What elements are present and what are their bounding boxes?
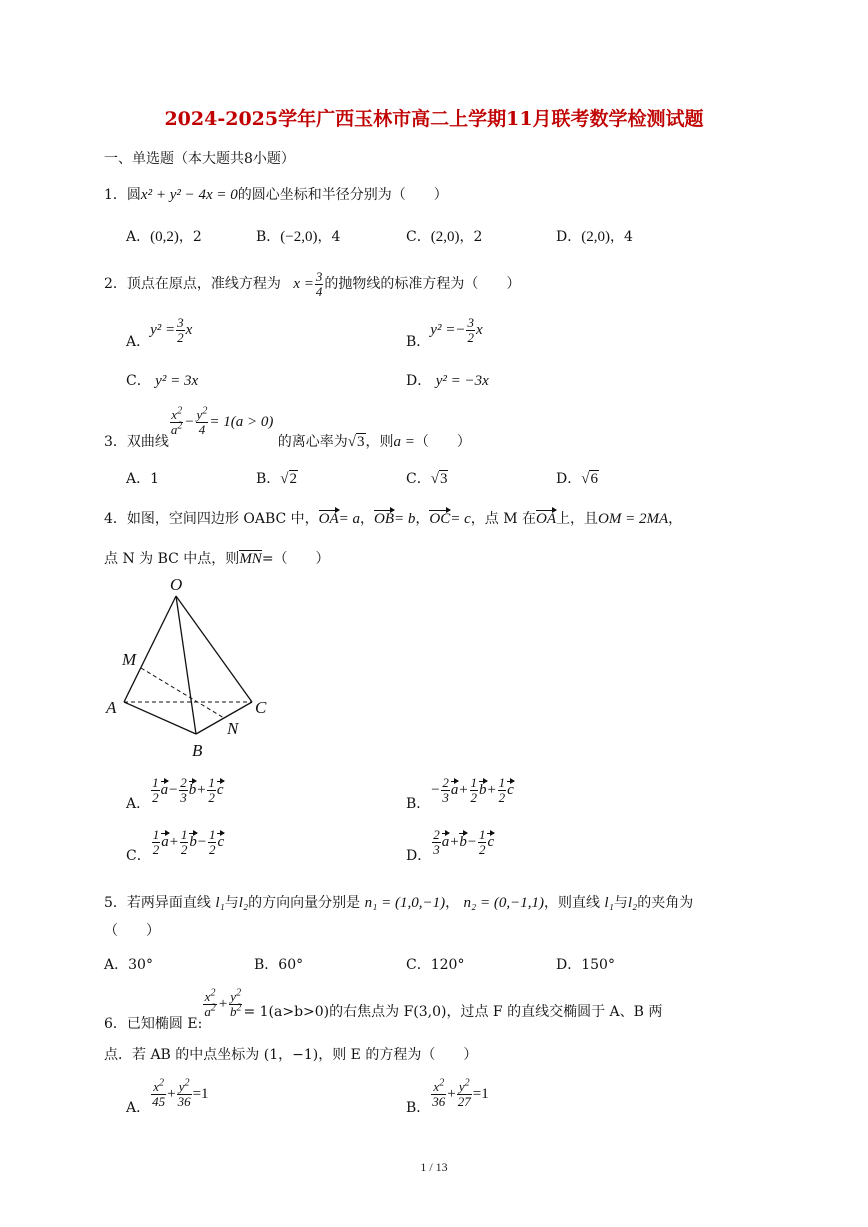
sqrt: √3: [430, 471, 448, 487]
option-label: A．: [126, 334, 151, 351]
sqrt: √2: [280, 471, 298, 487]
fraction: $\frac{3}{2}$: [467, 315, 474, 345]
option-value: y² = −3x: [435, 373, 489, 389]
option-value: 150°: [581, 957, 615, 973]
option-value: ，2: [459, 229, 483, 245]
question-1: [104, 184, 448, 204]
fraction: $\frac{y^2}{4}$: [196, 405, 208, 437]
option-label: B．: [256, 471, 281, 487]
option-label: B．: [406, 1100, 431, 1117]
option-label: D．: [556, 957, 582, 973]
question-text: 与: [613, 895, 628, 911]
section-heading: 一、单选题（本大题共8小题）: [104, 151, 295, 167]
fraction: $\frac{3}{4}$: [315, 269, 323, 299]
variable: x: [185, 322, 193, 339]
label-O: O: [170, 575, 183, 594]
option-value: 1: [150, 471, 160, 487]
question-text: 上，且: [556, 511, 599, 527]
sqrt: √3: [347, 434, 365, 451]
variable: l₂: [627, 895, 638, 911]
q4-option-c: C． $\frac{1}{2}$ a+ $\frac{1}{2}$ b− $\frac{1}{2}$ c: [126, 827, 225, 865]
sign: −: [455, 322, 466, 339]
question-number: 3．: [104, 434, 127, 451]
question-text: （ ）: [414, 434, 471, 451]
page-title: 2024-2025学年广西玉林市高二上学期11月联考数学检测试题: [164, 108, 704, 130]
q2-option-a: [126, 315, 193, 351]
fraction: $\frac{3}{2}$: [177, 315, 184, 345]
question-number: 1．: [104, 187, 127, 203]
question-6-line2: 点．若 AB 的中点坐标为 (1，−1)，则 E 的方程为（ ）: [104, 1047, 478, 1063]
q5-option-c: [406, 954, 464, 974]
label-N: N: [227, 719, 239, 738]
q4-option-d: D． $\frac{2}{3}$ a+b− $\frac{1}{2}$ c: [406, 827, 495, 865]
question-4-line2: [104, 548, 330, 568]
variable: l₂: [238, 895, 249, 911]
question-text: = 1(a>b>0)的右焦点为 F(3,0)，过点 F 的直线交椭圆于 A、B 两: [243, 1004, 663, 1021]
q6-option-b: B． $\frac{x^2}{36}$ + $\frac{y^2}{27}$ =1: [406, 1077, 489, 1117]
option-label: A．: [126, 1100, 151, 1117]
option-value: 30°: [128, 957, 153, 973]
label-B: B: [192, 741, 203, 760]
label-C: C: [255, 698, 267, 717]
option-label: C．: [406, 229, 431, 245]
equation: = a: [338, 511, 361, 527]
q5-option-a: [104, 954, 153, 974]
option-label: C．: [406, 957, 431, 973]
option-value: (−2,0): [280, 229, 318, 245]
option-label: B．: [406, 334, 431, 351]
q5-option-d: [556, 954, 615, 974]
equation: OM = 2MA: [598, 511, 669, 527]
q6-option-a: A． $\frac{x^2}{45}$ + $\frac{y^2}{36}$ =1: [126, 1077, 209, 1117]
option-value: (2,0): [581, 229, 610, 245]
question-text: 的抛物线的标准方程为（ ）: [324, 276, 521, 293]
option-label: D．: [406, 373, 432, 389]
question-text: 顶点在原点，准线方程为: [126, 276, 281, 293]
question-text: 与: [224, 895, 239, 911]
question-text: 若两异面直线: [126, 895, 211, 911]
equation: y² =: [430, 322, 456, 339]
equation: = c: [450, 511, 471, 527]
question-number: 6．: [104, 1016, 127, 1033]
q1-option-a: [126, 226, 202, 246]
option-value: ，2: [178, 229, 202, 245]
label-M: M: [122, 650, 137, 669]
label-A: A: [106, 698, 117, 717]
option-label: B．: [406, 796, 431, 813]
option-value: ，4: [317, 229, 341, 245]
equation: y² =: [150, 322, 176, 339]
page-number: 1 / 13: [420, 1160, 448, 1174]
option-label: C．: [126, 373, 151, 389]
vector: OB: [374, 511, 395, 527]
equation: a =: [393, 434, 415, 451]
option-label: A．: [126, 229, 151, 245]
variable: x: [475, 322, 483, 339]
question-text: 的方向向量分别是: [248, 895, 361, 911]
question-number: 2．: [104, 276, 127, 293]
question-text: ，则直线: [543, 895, 600, 911]
variable: l₁: [604, 895, 614, 911]
tetrahedron-figure: [96, 570, 286, 765]
question-text: 的圆心坐标和半径分别为（ ）: [237, 187, 448, 203]
question-text: 的离心率为: [277, 434, 348, 451]
question-text: 已知椭圆 E:: [126, 1016, 203, 1033]
option-value: (2,0): [430, 229, 460, 245]
question-5-line2: （ ）: [104, 923, 160, 939]
question-text: 点 N 为 BC 中点，则: [104, 551, 240, 567]
question-5: 5．若两异面直线 l₁与l₂的方向向量分别是 n₁ = (1,0,−1)， n₂ = (0,−1,1)，则直线 l₁与l₂的夹角为: [104, 895, 694, 911]
option-label: C．: [126, 848, 151, 865]
question-text: 如图，空间四边形 OABC 中，: [126, 511, 319, 527]
option-label: D．: [556, 229, 582, 245]
fraction: $\frac{x^2}{a^2}$: [170, 405, 183, 437]
sqrt: √6: [581, 471, 598, 487]
option-label: A．: [126, 796, 151, 813]
q5-option-b: [254, 954, 303, 974]
variable: l₁: [215, 895, 225, 911]
q2-option-c: [126, 370, 198, 390]
equation: = b: [394, 511, 416, 527]
option-value: 120°: [430, 957, 465, 973]
q4-option-b: B．− $\frac{2}{3}$ a+ $\frac{1}{2}$ b+ $\frac{1}{2}$ c: [406, 775, 514, 813]
option-label: D．: [406, 848, 432, 865]
question-number: 4．: [104, 511, 127, 527]
question-4: 4．如图，空间四边形 OABC 中，OA= a，OB= b，OC= c，点 M 在OA上，且OM = 2MA，: [104, 511, 683, 527]
option-label: C．: [406, 471, 431, 487]
option-label: D．: [556, 471, 582, 487]
question-text: =（ ）: [261, 551, 330, 567]
option-value: y² = 3x: [155, 373, 199, 389]
question-text: ，则: [365, 434, 394, 451]
vector: OA: [318, 511, 339, 527]
q1-option-d: [556, 226, 633, 246]
question-number: 5．: [104, 895, 127, 911]
equation: x² + y² − 4x = 0: [140, 187, 238, 203]
question-2: [104, 270, 520, 298]
question-text: 双曲线: [126, 434, 169, 451]
vector: MN: [239, 551, 262, 567]
option-label: B．: [256, 229, 281, 245]
question-text: ，点 M 在: [470, 511, 537, 527]
question-3: 3．双曲线 $\frac{x^2}{a^2}$ − $\frac{y^2}{4}$ = 1(a > 0) 的离心率为√3，则a =（ ）: [104, 405, 471, 451]
q4-option-a: A． $\frac{1}{2}$ a− $\frac{2}{3}$ b+ $\frac{1}{2}$ c: [126, 775, 224, 813]
q2-option-d: [406, 370, 489, 390]
question-6: 6．已知椭圆 E: $\frac{x^2}{a^2}$ + $\frac{y^2}{b^2}$ = 1(a>b>0)的右焦点为 F(3,0)，过点 F 的直线交椭圆于 A、B 两: [104, 987, 663, 1033]
q1-option-b: [256, 226, 340, 246]
q3-option-a: [126, 468, 159, 488]
vector-n2: n₂ = (0,−1,1): [463, 895, 544, 911]
option-value: ，4: [609, 229, 633, 245]
q3-option-b: [256, 468, 298, 488]
option-value: 60°: [278, 957, 304, 973]
equation: x =: [293, 276, 314, 293]
option-label: A．: [126, 471, 151, 487]
equation: = 1(a > 0): [209, 414, 274, 431]
option-value: (0,2): [150, 229, 179, 245]
q2-option-b: [406, 315, 483, 351]
option-label: A．: [104, 957, 129, 973]
q1-option-c: [406, 226, 482, 246]
vector-n1: n₁ = (1,0,−1): [364, 895, 446, 911]
option-label: B．: [254, 957, 279, 973]
vector: OA: [536, 511, 557, 527]
vector: OC: [429, 511, 451, 527]
question-text: 圆: [126, 187, 141, 203]
q3-option-c: [406, 468, 448, 488]
question-text: 的夹角为: [637, 895, 694, 911]
q3-option-d: [556, 468, 599, 488]
